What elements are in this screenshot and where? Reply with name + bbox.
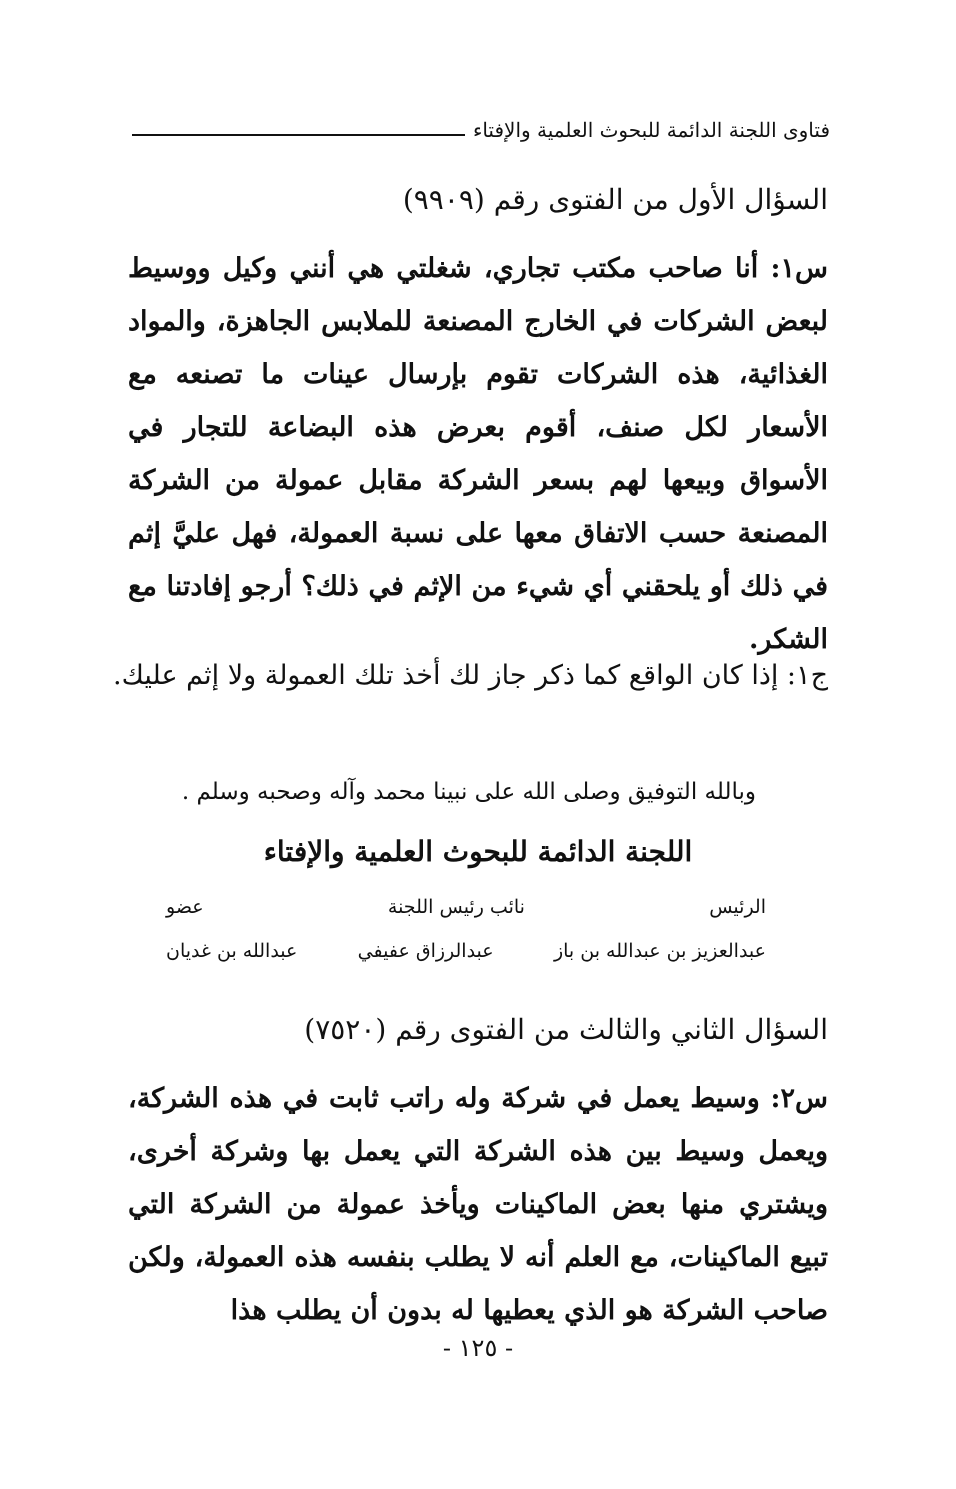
running-header xyxy=(132,108,830,142)
fatwa-1-answer: ج١: إذا كان الواقع كما ذكر جاز لك أخذ تلك العمولة ولا إثم عليك. xyxy=(113,660,828,691)
closing-invocation: وبالله التوفيق وصلى الله على نبينا محمد وآله وصحبه وسلم . xyxy=(181,779,756,805)
running-title: فتاوى اللجنة الدائمة للبحوث العلمية والإفتاء xyxy=(472,118,830,142)
role-member: عضو xyxy=(166,896,204,918)
fatwa-1-title: السؤال الأول من الفتوى رقم (٩٩٠٩) xyxy=(402,183,828,216)
role-chairman: الرئيس xyxy=(709,896,766,918)
name-deputy: عبدالرزاق عفيفي xyxy=(357,940,494,962)
role-deputy: نائب رئيس اللجنة xyxy=(387,896,525,918)
fatwa-2-title: السؤال الثاني والثالث من الفتوى رقم (٧٥٢٠) xyxy=(304,1013,828,1046)
name-chairman: عبدالعزيز بن عبدالله بن باز xyxy=(553,940,766,962)
signature-roles-row xyxy=(166,892,766,922)
name-member: عبدالله بن غديان xyxy=(166,940,298,962)
signature-names-row xyxy=(166,936,766,966)
header-rule xyxy=(132,134,465,136)
fatwa-1-question: س١: أنا صاحب مكتب تجاري، شغلتي هي أنني وكيل ووسيط لبعض الشركات في الخارج المصنعة للملابس الجاهزة، والمواد الغذائية، هذه الشركات تقوم بإرسال عينات ما تصنعه مع الأسعار لكل صنف، أقوم بعرض هذه البضاعة للتجار في الأسواق وبيعها لهم بسعر الشركة مقابل عمولة من الشركة المصنعة حسب الاتفاق معها على نسبة العمولة، فهل عليَّ إثم في ذلك أو يلحقني أي شيء من الإثم في ذلك؟ أرجو إفادتنا مع الشكر. xyxy=(128,253,828,655)
committee-name: اللجنة الدائمة للبحوث العلمية والإفتاء xyxy=(263,835,693,868)
page-number: - ١٢٥ - xyxy=(442,1334,514,1362)
fatwa-2-question: س٢: وسيط يعمل في شركة وله راتب ثابت في هذه الشركة، ويعمل وسيط بين هذه الشركة التي يعمل بها وشركة أخرى، ويشتري منها بعض الماكينات ويأخذ عمولة من الشركة التي تبيع الماكينات، مع العلم أنه لا يطلب بنفسه هذه العمولة، ولكن صاحب الشركة هو الذي يعطيها له بدون أن يطلب هذا xyxy=(128,1083,828,1326)
